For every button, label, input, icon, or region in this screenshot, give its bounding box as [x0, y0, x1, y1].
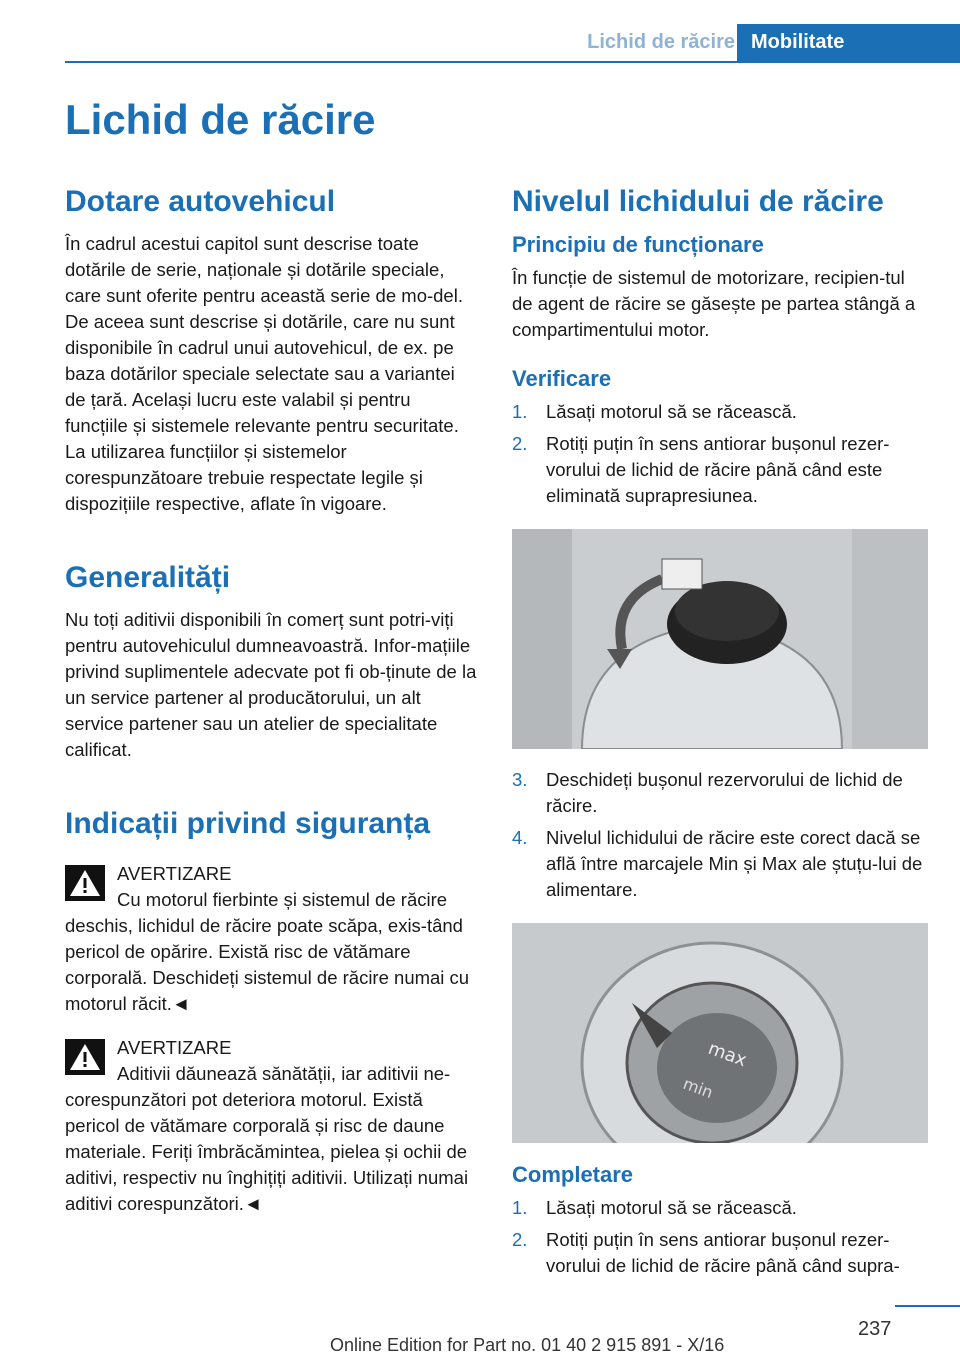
section-tab[interactable]: Lichid de răcire	[587, 31, 735, 53]
header-rule	[65, 61, 960, 63]
left-column	[65, 183, 478, 1217]
warning-block-1	[65, 861, 478, 1017]
list-item: 2. Rotiți puțin în sens antiorar bușonul rezer-vorului de lichid de răcire până când este eliminată suprapresiunea.	[512, 433, 890, 506]
right-column	[512, 183, 928, 1285]
footer-rule	[895, 1305, 960, 1307]
page-number: 237	[858, 1318, 892, 1340]
warning-text-1: Cu motorul fierbinte și sistemul de răcire deschis, lichidul de răcire poate scăpa, exis-tând pericol de opărire. Există risc de vătămare corporală. Deschideți sistemul de răcire numai cu motorul răcit.◄	[65, 889, 470, 1014]
text-principiu: În funcție de sistemul de motorizare, recipien-tul de agent de răcire se găsește pe partea stângă a compartimentului motor.	[512, 267, 916, 340]
fill-steps-list	[512, 1195, 928, 1279]
heading-completare: Completare	[512, 1162, 634, 1187]
page-title: Lichid de răcire	[65, 96, 376, 143]
heading-dotare: Dotare autovehicul	[65, 185, 336, 218]
warning-triangle-icon	[65, 865, 105, 901]
check-steps-list-a	[512, 399, 928, 509]
list-item: 4. Nivelul lichidului de răcire este corect dacă se află între marcajele Min și Max ale ștuțu-lui de alimentare.	[512, 827, 923, 900]
heading-generalitati: Generalități	[65, 561, 231, 594]
text-dotare: În cadrul acestui capitol sunt descrise toate dotările de serie, naționale și dotările speciale, care sunt oferite pentru această serie de mo-del. De aceea sunt descrise și dotările, care nu sunt disponibile în cadrul unui autovehicul, de ex. pe baza dotărilor speciale selectate sau a variantei de țară. Același lucru este valabil și pentru funcțiile și sistemele relevante pentru securitate. La utilizarea funcțiilor și sistemelor corespunzătoare trebuie respectate legile și dispozițiile respective, aflate în vigoare.	[65, 233, 463, 514]
filler-neck-illustration	[512, 923, 928, 1143]
list-item: 1. Lăsați motorul să se răcească.	[512, 1197, 797, 1218]
chapter-tab[interactable]: Mobilitate	[737, 24, 960, 61]
list-item: 3. Deschideți bușonul rezervorului de lichid de răcire.	[512, 769, 903, 816]
warning-triangle-icon	[65, 1039, 105, 1075]
heading-verificare: Verificare	[512, 366, 612, 391]
warning-title-1: AVERTIZARE	[117, 863, 232, 884]
check-steps-list-b	[512, 767, 928, 903]
list-item: 1. Lăsați motorul să se răcească.	[512, 401, 797, 422]
heading-nivel: Nivelul lichidului de răcire	[512, 185, 884, 218]
photo-reservoir-cap	[512, 529, 928, 749]
heading-siguranta: Indicații privind siguranța	[65, 807, 431, 840]
warning-block-2	[65, 1035, 478, 1217]
heading-principiu: Principiu de funcționare	[512, 232, 764, 257]
list-item: 2. Rotiți puțin în sens antiorar bușonul rezer-vorului de lichid de răcire până când supra-	[512, 1229, 900, 1276]
warning-title-2: AVERTIZARE	[117, 1037, 232, 1058]
photo-filler-neck	[512, 923, 928, 1143]
max-mark: max	[705, 1037, 750, 1072]
min-mark: min	[680, 1073, 716, 1103]
edition-note: Online Edition for Part no. 01 40 2 915 891 - X/16	[330, 1335, 725, 1355]
text-generalitati: Nu toți aditivii disponibili în comerț sunt potri-viți pentru autovehiculul dumneavoastră. Infor-mațiile privind suplimentele adecvate pot fi ob-ținute de la un service partener al producătorului, un alt service partener sau un atelier de specialitate calificat.	[65, 609, 477, 760]
reservoir-cap-illustration	[512, 529, 928, 749]
warning-text-2: Aditivii dăunează sănătății, iar aditivii ne-corespunzători pot deteriora motorul. Există pericol de vătămare corporală și risc de daune materiale. Feriți îmbrăcămintea, pielea și ochii de aditivi, respectiv nu înghițiți aditivii. Utilizați numai aditivi corespunzători.◄	[65, 1063, 469, 1214]
